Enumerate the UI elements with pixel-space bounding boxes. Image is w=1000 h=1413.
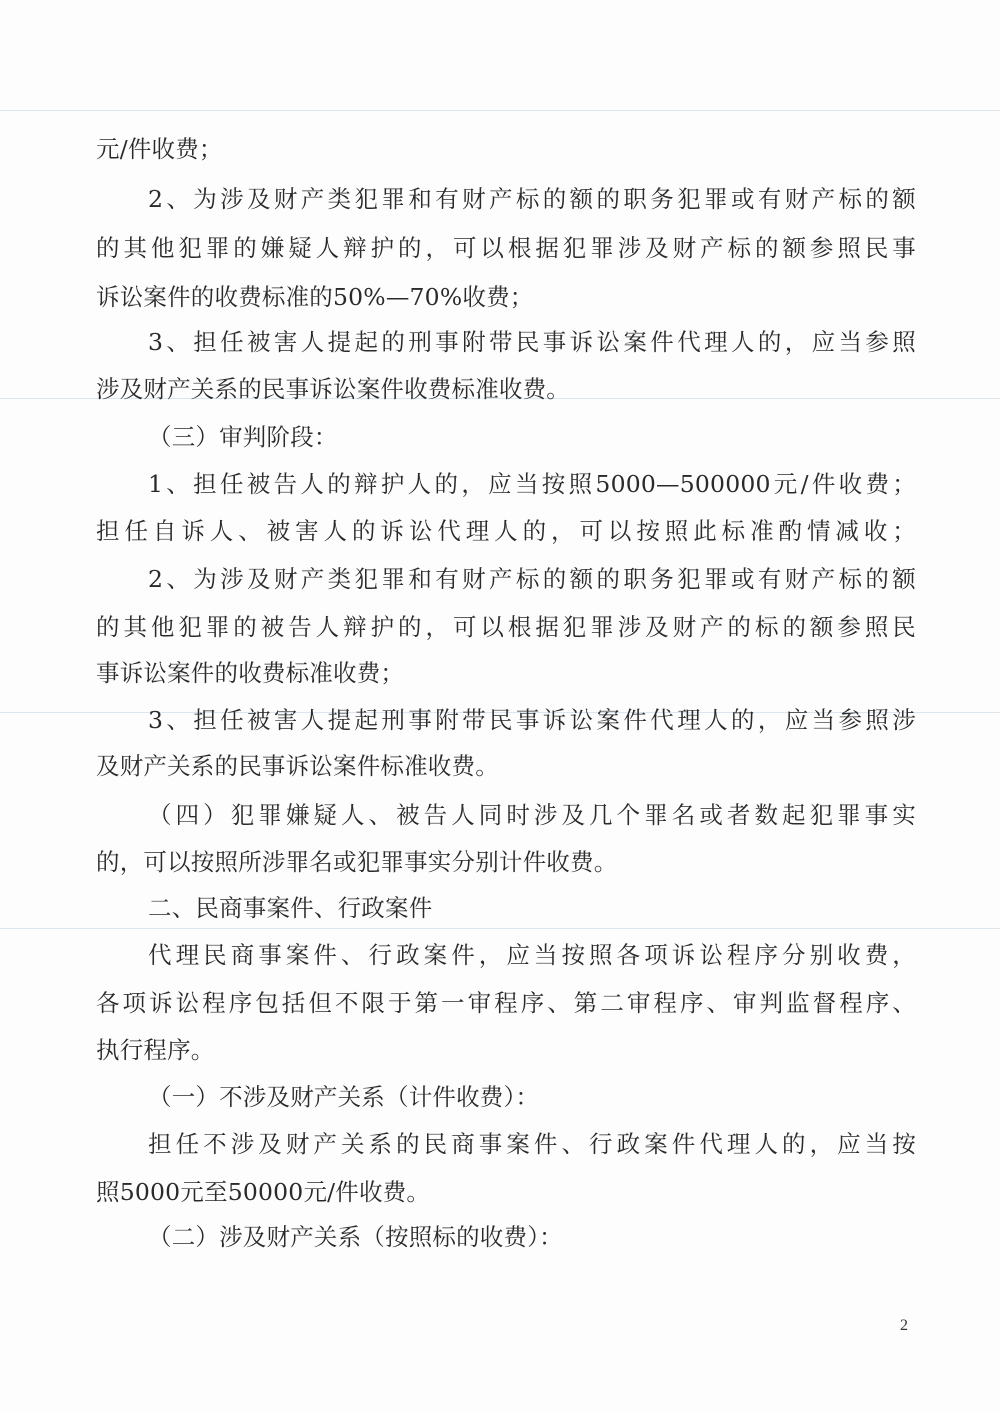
- body-line: 3、担任被害人提起的刑事附带民事诉讼案件代理人的，应当参照: [148, 328, 916, 356]
- body-line: 担任自诉人、被害人的诉讼代理人的，可以按照此标准酌情减收；: [96, 517, 916, 545]
- section-heading: （三）审判阶段：: [148, 423, 338, 451]
- body-line: 的，可以按照所涉罪名或犯罪事实分别计件收费。: [96, 848, 618, 876]
- body-line: 的其他犯罪的被告人辩护的，可以根据犯罪涉及财产的标的额参照民: [96, 613, 916, 641]
- body-line: 涉及财产关系的民事诉讼案件收费标准收费。: [96, 375, 570, 403]
- body-line: 及财产关系的民事诉讼案件标准收费。: [96, 752, 499, 780]
- body-line: 1、担任被告人的辩护人的，应当按照5000—500000元/件收费；: [148, 470, 916, 498]
- section-heading: （一）不涉及财产关系（计件收费）：: [148, 1083, 540, 1111]
- section-heading: （二）涉及财产关系（按照标的收费）：: [148, 1223, 563, 1251]
- body-line: 2、为涉及财产类犯罪和有财产标的额的职务犯罪或有财产标的额: [148, 185, 916, 213]
- body-line: （四）犯罪嫌疑人、被告人同时涉及几个罪名或者数起犯罪事实: [148, 801, 916, 829]
- body-line: 执行程序。: [96, 1036, 215, 1064]
- page-number: 2: [900, 1317, 908, 1334]
- body-line: 照5000元至50000元/件收费。: [96, 1178, 431, 1206]
- body-line: 元/件收费；: [96, 135, 223, 163]
- body-line: 的其他犯罪的嫌疑人辩护的，可以根据犯罪涉及财产标的额参照民事: [96, 234, 916, 262]
- body-line: 3、担任被害人提起刑事附带民事诉讼案件代理人的，应当参照涉: [148, 706, 916, 734]
- scan-line: [0, 110, 1000, 111]
- body-line: 各项诉讼程序包括但不限于第一审程序、第二审程序、审判监督程序、: [96, 989, 916, 1017]
- body-line: 诉讼案件的收费标准的50%—70%收费；: [96, 283, 534, 311]
- body-line: 代理民商事案件、行政案件，应当按照各项诉讼程序分别收费，: [148, 941, 916, 969]
- section-heading: 二、民商事案件、行政案件: [148, 894, 433, 922]
- scan-line: [0, 928, 1000, 929]
- body-line: 担任不涉及财产关系的民商事案件、行政案件代理人的，应当按: [148, 1130, 916, 1158]
- body-line: 事诉讼案件的收费标准收费；: [96, 659, 405, 687]
- body-line: 2、为涉及财产类犯罪和有财产标的额的职务犯罪或有财产标的额: [148, 565, 916, 593]
